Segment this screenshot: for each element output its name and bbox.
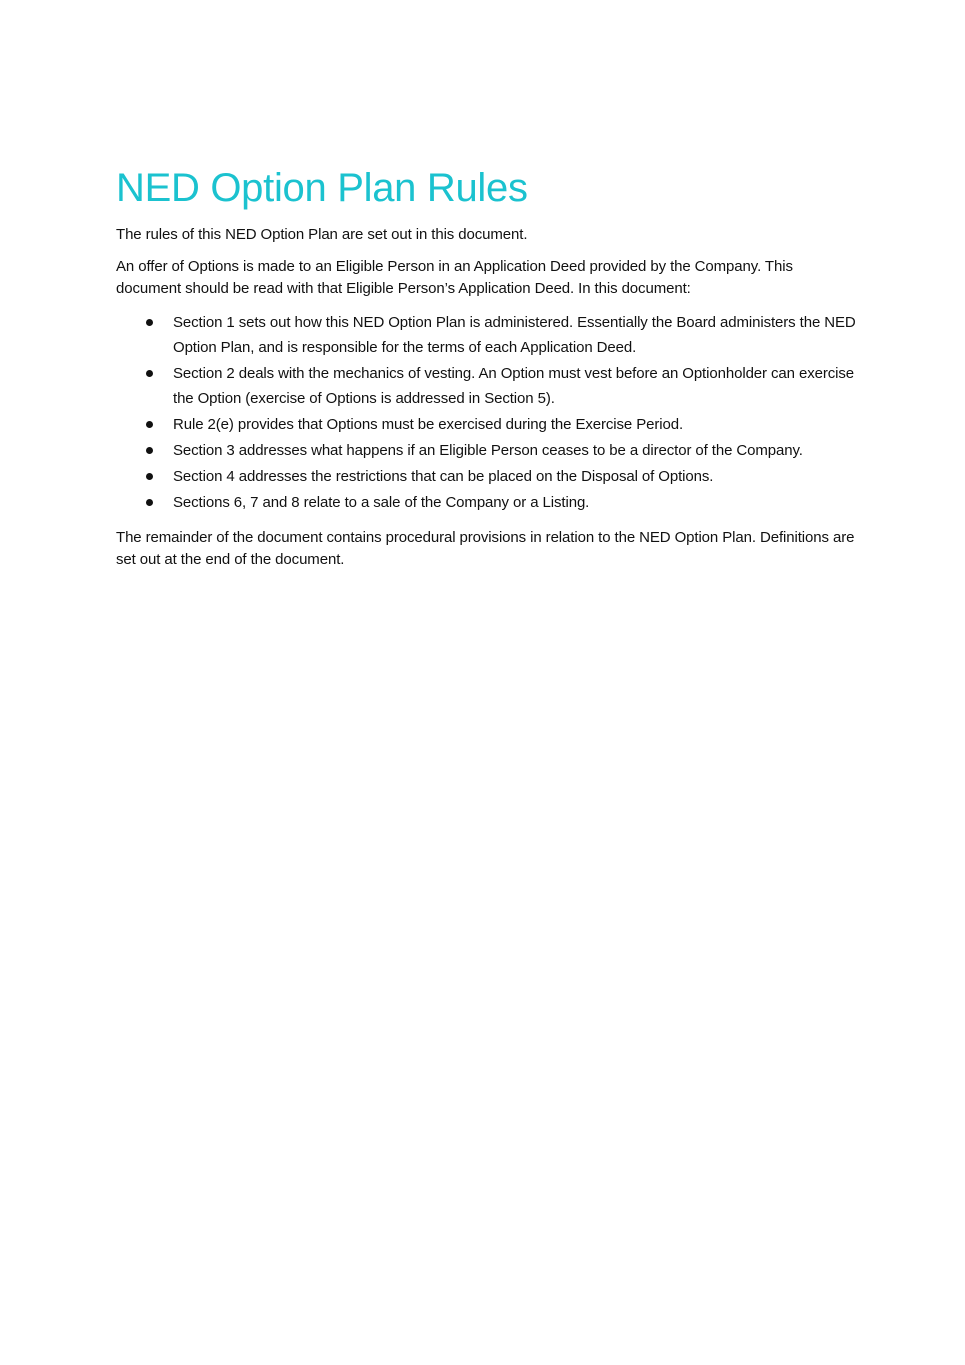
- bullet-dot-icon: [146, 447, 153, 454]
- bullet-text: Section 2 deals with the mechanics of vesting. An Option must vest before an Optionholder can exercise the Option (exercise of Options is addressed in Section 5).: [173, 365, 855, 407]
- document-title: NED Option Plan Rules: [116, 166, 528, 210]
- bullet-dot-icon: [146, 473, 153, 480]
- bullet-dot-icon: [146, 499, 153, 506]
- bullet-text: Rule 2(e) provides that Options must be exercised during the Exercise Period.: [173, 416, 684, 433]
- offer-paragraph: An offer of Options is made to an Eligible Person in an Application Deed provided by the Company. This document should be read with that Eligible Person’s Application Deed. In this document:: [116, 258, 793, 297]
- bullet-item: [116, 310, 856, 360]
- bullet-item: [116, 438, 856, 463]
- intro-paragraph: The rules of this NED Option Plan are set out in this document.: [116, 226, 528, 243]
- closing-paragraph: The remainder of the document contains procedural provisions in relation to the NED Option Plan. Definitions are set out at the end of the document.: [116, 529, 855, 568]
- bullet-dot-icon: [146, 319, 153, 326]
- bullet-text: Section 4 addresses the restrictions that can be placed on the Disposal of Options.: [173, 468, 714, 485]
- bullet-text: Section 3 addresses what happens if an Eligible Person ceases to be a director of the Company.: [173, 442, 803, 459]
- bullet-dot-icon: [146, 421, 153, 428]
- bullet-item: [116, 361, 856, 411]
- bullet-text: Section 1 sets out how this NED Option Plan is administered. Essentially the Board administers the NED Option Plan, and is responsible for the terms of each Application Deed.: [173, 314, 856, 356]
- bullet-dot-icon: [146, 370, 153, 377]
- bullet-item: [116, 490, 856, 515]
- bullet-text: Sections 6, 7 and 8 relate to a sale of the Company or a Listing.: [173, 494, 590, 511]
- sections-bullet-list: [116, 310, 856, 515]
- bullet-item: [116, 464, 856, 489]
- document-content: [116, 162, 856, 581]
- bullet-item: [116, 412, 856, 437]
